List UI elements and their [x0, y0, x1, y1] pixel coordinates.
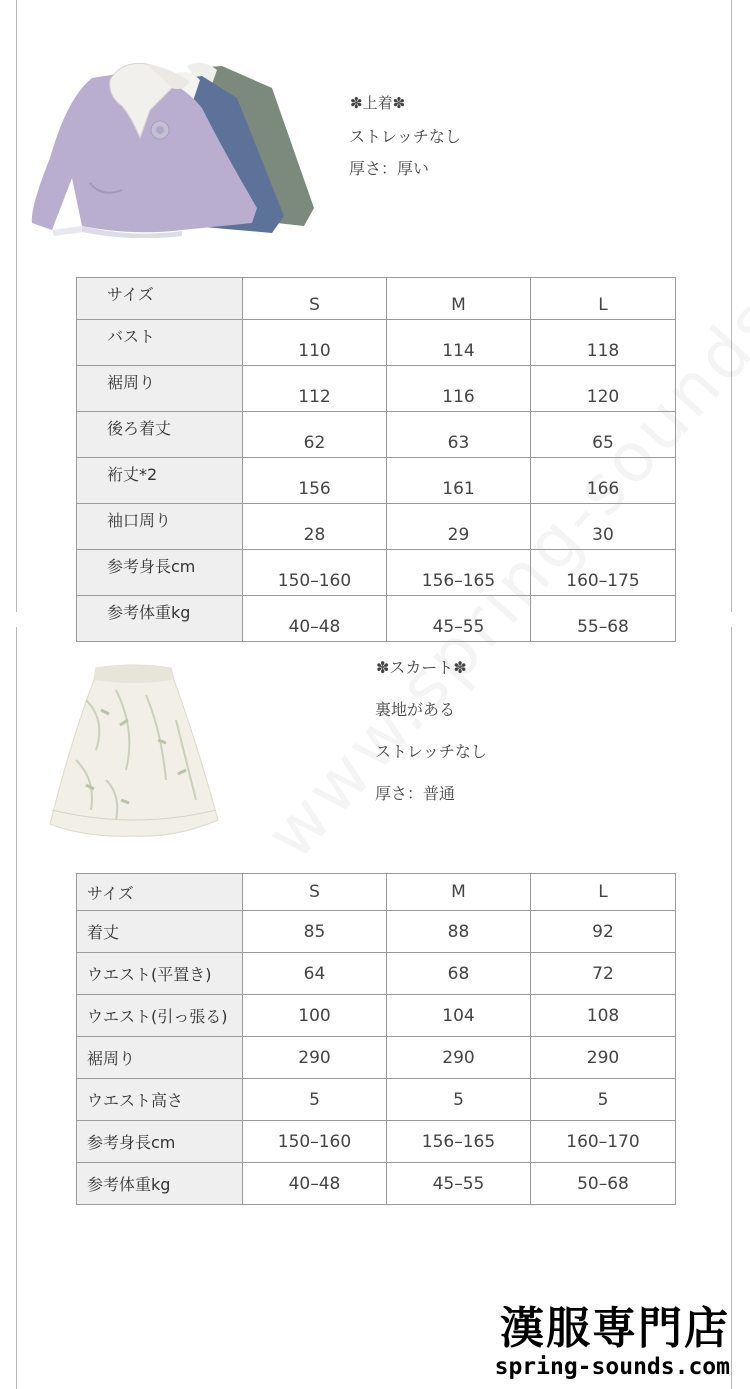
row-label: 参考体重kg [77, 596, 243, 642]
table-row [77, 458, 676, 504]
row-label: 袖口周り [77, 504, 243, 550]
header-size-l: L [531, 278, 676, 320]
skirt-stretch: ストレッチなし [375, 744, 487, 761]
cell-s: 156 [243, 458, 387, 504]
cell-l: 30 [531, 504, 676, 550]
cell-m: 156–165 [387, 550, 531, 596]
header-size-s: S [243, 278, 387, 320]
row-label: 裄丈*2 [77, 458, 243, 504]
skirt-thickness: 厚さ：普通 [375, 786, 456, 803]
table-row [77, 596, 676, 642]
row-label: バスト [77, 320, 243, 366]
cell-m: 68 [387, 953, 531, 995]
cell-l: 72 [531, 953, 676, 995]
brand-name: 漢服専門店 [500, 1303, 730, 1354]
cell-l: 160–170 [531, 1121, 676, 1163]
cell-l: 290 [531, 1037, 676, 1079]
cell-l: 65 [531, 412, 676, 458]
cell-m: 156–165 [387, 1121, 531, 1163]
frame-right-line-2 [731, 627, 732, 1389]
table-row [77, 995, 676, 1037]
cell-m: 45–55 [387, 1163, 531, 1205]
cell-s: 40–48 [243, 1163, 387, 1205]
skirt-title: ✽スカート✽ [376, 660, 467, 677]
header-size-l: L [531, 874, 676, 911]
skirt-size-table [76, 873, 676, 1205]
table-row [77, 412, 676, 458]
row-label: ウエスト(引っ張る) [77, 995, 243, 1037]
table-header-row [77, 278, 676, 320]
cell-m: 116 [387, 366, 531, 412]
table-row [77, 953, 676, 995]
jacket-illustration [22, 58, 322, 238]
cell-m: 29 [387, 504, 531, 550]
frame-right-line [731, 0, 732, 612]
cell-s: 28 [243, 504, 387, 550]
row-label: 参考体重kg [77, 1163, 243, 1205]
jacket-image [22, 58, 322, 238]
table-row [77, 366, 676, 412]
row-label: ウエスト高さ [77, 1079, 243, 1121]
table-row [77, 550, 676, 596]
row-label: 裾周り [77, 366, 243, 412]
cell-l: 120 [531, 366, 676, 412]
row-label: 参考身長cm [77, 1121, 243, 1163]
cell-s: 40–48 [243, 596, 387, 642]
row-label: 参考身長cm [77, 550, 243, 596]
jacket-stretch: ストレッチなし [349, 129, 461, 146]
cell-s: 150–160 [243, 550, 387, 596]
cell-l: 92 [531, 911, 676, 953]
row-label: 後ろ着丈 [77, 412, 243, 458]
cell-l: 160–175 [531, 550, 676, 596]
cell-m: 5 [387, 1079, 531, 1121]
table-row [77, 1079, 676, 1121]
header-size-m: M [387, 278, 531, 320]
cell-s: 110 [243, 320, 387, 366]
skirt-illustration [46, 660, 222, 845]
cell-m: 161 [387, 458, 531, 504]
brand-url: spring-sounds.com [494, 1354, 730, 1380]
table-row [77, 1163, 676, 1205]
table-header-row [77, 874, 676, 911]
table-row [77, 911, 676, 953]
header-label: サイズ [77, 278, 243, 320]
table-row [77, 504, 676, 550]
cell-l: 118 [531, 320, 676, 366]
cell-m: 114 [387, 320, 531, 366]
frame-left-line [16, 0, 17, 612]
jacket-thickness: 厚さ：厚い [349, 161, 430, 178]
frame-left-line-2 [16, 627, 17, 1389]
cell-s: 100 [243, 995, 387, 1037]
cell-m: 290 [387, 1037, 531, 1079]
cell-m: 45–55 [387, 596, 531, 642]
cell-l: 55–68 [531, 596, 676, 642]
cell-m: 104 [387, 995, 531, 1037]
cell-l: 50–68 [531, 1163, 676, 1205]
cell-s: 150–160 [243, 1121, 387, 1163]
cell-l: 166 [531, 458, 676, 504]
skirt-image [46, 660, 222, 845]
cell-s: 112 [243, 366, 387, 412]
table-row [77, 320, 676, 366]
jacket-title: ✽上着✽ [350, 95, 406, 112]
skirt-lining: 裏地がある [375, 702, 456, 719]
table-row [77, 1121, 676, 1163]
cell-m: 88 [387, 911, 531, 953]
cell-s: 290 [243, 1037, 387, 1079]
cell-s: 64 [243, 953, 387, 995]
header-size-m: M [387, 874, 531, 911]
header-size-s: S [243, 874, 387, 911]
header-label: サイズ [77, 874, 243, 911]
cell-s: 62 [243, 412, 387, 458]
cell-l: 5 [531, 1079, 676, 1121]
row-label: 裾周り [77, 1037, 243, 1079]
row-label: 着丈 [77, 911, 243, 953]
cell-s: 85 [243, 911, 387, 953]
cell-s: 5 [243, 1079, 387, 1121]
row-label: ウエスト(平置き) [77, 953, 243, 995]
cell-l: 108 [531, 995, 676, 1037]
table-row [77, 1037, 676, 1079]
brand-logo [495, 1305, 730, 1381]
jacket-size-table [76, 277, 676, 642]
cell-m: 63 [387, 412, 531, 458]
